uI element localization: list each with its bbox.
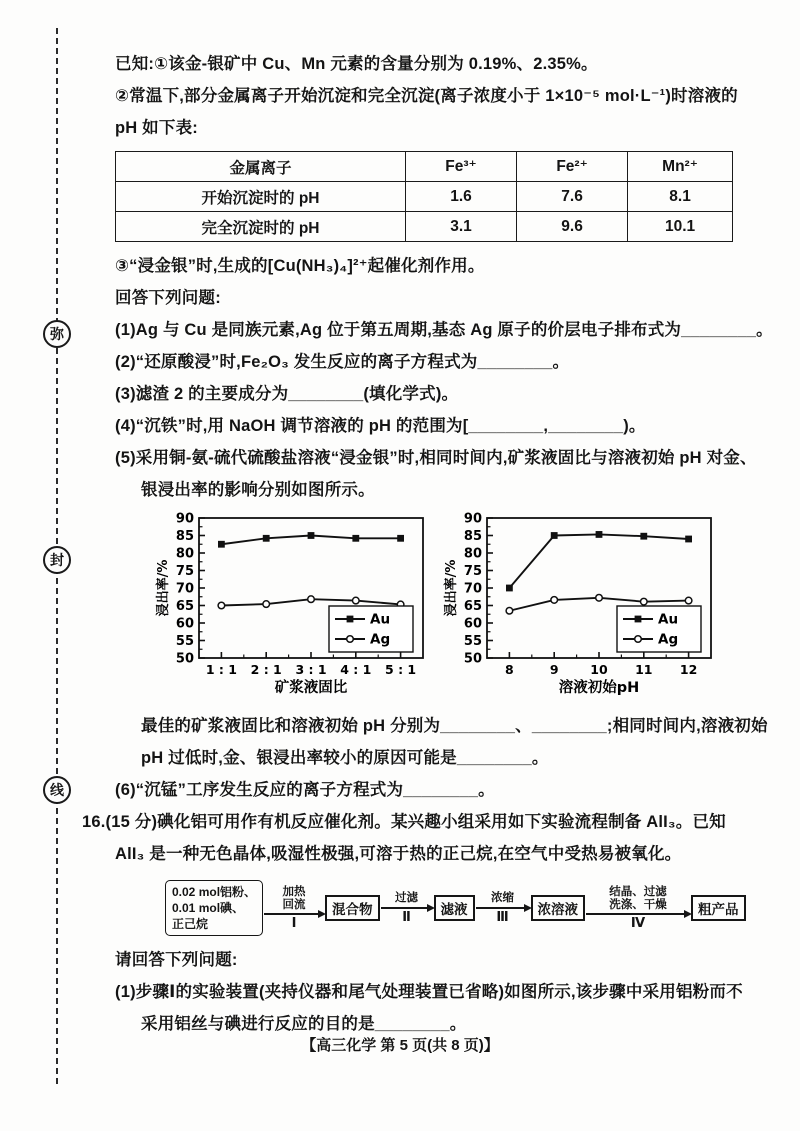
cell-value: 9.6: [517, 212, 628, 242]
svg-text:浸出率/%: 浸出率/%: [156, 559, 171, 617]
svg-text:11: 11: [635, 662, 653, 677]
question-15-4: (4)“沉铁”时,用 NaOH 调节溶液的 pH 的范围为[________,________)。: [115, 417, 646, 435]
exam-content: [82, 48, 773, 1040]
answer-prompt: 回答下列问题:: [115, 289, 221, 307]
flow-step-3: [475, 892, 531, 924]
table-row: [116, 212, 733, 242]
svg-text:1 : 1: 1 : 1: [205, 662, 237, 677]
question-15-5-line2: 银浸出率的影响分别如图所示。: [141, 481, 375, 499]
question-15-2: (2)“还原酸浸”时,Fe₂O₃ 发生反应的离子方程式为________。: [115, 353, 570, 371]
cell-value: 10.1: [628, 212, 733, 242]
col-header-fe2: Fe²⁺: [517, 152, 628, 182]
svg-text:8: 8: [505, 662, 514, 677]
seal-char-xian: 线: [43, 776, 71, 804]
svg-text:70: 70: [463, 581, 482, 597]
svg-text:Au: Au: [658, 611, 679, 628]
svg-text:12: 12: [679, 662, 698, 677]
svg-text:2 : 1: 2 : 1: [250, 662, 282, 677]
svg-text:10: 10: [590, 662, 608, 677]
flow-step-2-roman: Ⅱ: [402, 908, 411, 924]
pulp-ratio-leaching-chart: [155, 508, 433, 708]
svg-text:90: 90: [175, 511, 194, 527]
flow-arrow: [586, 913, 690, 915]
question-15-3: (3)滤渣 2 的主要成分为________(填化学式)。: [115, 385, 459, 403]
svg-text:50: 50: [463, 651, 482, 667]
svg-text:85: 85: [463, 529, 482, 544]
flow-step-2: [380, 892, 434, 924]
svg-text:90: 90: [463, 511, 482, 527]
flow-input-box: [165, 880, 263, 936]
seal-dashed-line: [50, 28, 64, 1084]
flow-step-2-label: 过滤: [395, 892, 419, 905]
flow-step-3-label: 浓缩: [491, 892, 515, 905]
svg-text:Ag: Ag: [658, 631, 679, 648]
question-16-intro-line2: AlI₃ 是一种无色晶体,吸湿性极强,可溶于热的正己烷,在空气中受热易被氧化。: [115, 845, 682, 863]
svg-text:65: 65: [463, 599, 482, 614]
question-16-1-line1: (1)步骤Ⅰ的实验装置(夹持仪器和尾气处理装置已省略)如图所示,该步骤中采用铝粉而不: [115, 983, 743, 1001]
question-15-6: (6)“沉锰”工序发生反应的离子方程式为________。: [115, 781, 495, 799]
flow-arrow: [264, 913, 324, 915]
flow-input-line: 0.02 mol铝粉、: [172, 885, 257, 899]
svg-text:3 : 1: 3 : 1: [295, 662, 327, 677]
question-16-1-line2: 采用铝丝与碘进行反应的目的是________。: [141, 1015, 467, 1033]
svg-text:85: 85: [175, 529, 194, 544]
seal-char-mi: 弥: [43, 320, 71, 348]
svg-text:5 : 1: 5 : 1: [385, 662, 417, 677]
flow-step-4-roman: Ⅳ: [630, 915, 646, 930]
precipitation-ph-table: [115, 151, 733, 242]
known-item-1: 已知:①该金-银矿中 Cu、Mn 元素的含量分别为 0.19%、2.35%。: [115, 55, 598, 73]
svg-text:60: 60: [463, 616, 482, 632]
table-header-row: [116, 152, 733, 182]
svg-text:80: 80: [463, 546, 482, 562]
flow-input-line: 正己烷: [172, 917, 209, 931]
flow-step-3-roman: Ⅲ: [496, 908, 509, 924]
question-16-prompt: 请回答下列问题:: [115, 951, 238, 969]
flow-arrow: [476, 907, 530, 909]
known-item-2-line2: pH 如下表:: [115, 119, 198, 137]
row-label: 开始沉淀时的 pH: [116, 182, 406, 212]
question-15-5-cont-line1: 最佳的矿浆液固比和溶液初始 pH 分别为________、________;相同时间内,溶液初始: [141, 717, 768, 735]
flow-step-1-label: 加热 回流: [282, 886, 306, 911]
flow-step-4: [585, 886, 691, 930]
initial-ph-leaching-chart: [443, 508, 721, 708]
flow-box-concentrated-solution: 浓溶液: [531, 895, 586, 921]
svg-text:50: 50: [175, 651, 194, 667]
page-footer: 【高三化学 第 5 页(共 8 页)】: [301, 1037, 499, 1054]
col-header-fe3: Fe³⁺: [406, 152, 517, 182]
svg-text:溶液初始pH: 溶液初始pH: [558, 680, 640, 696]
col-header-mn2: Mn²⁺: [628, 152, 733, 182]
question-15-5-cont-line2: pH 过低时,金、银浸出率较小的原因可能是________。: [141, 749, 549, 767]
table-row: [116, 182, 733, 212]
svg-text:Au: Au: [370, 611, 391, 628]
svg-text:矿浆液固比: 矿浆液固比: [274, 680, 348, 696]
preparation-flow-diagram: [165, 876, 743, 940]
svg-text:Ag: Ag: [370, 631, 391, 648]
cell-value: 1.6: [406, 182, 517, 212]
svg-text:60: 60: [175, 616, 194, 632]
svg-text:4 : 1: 4 : 1: [340, 662, 372, 677]
flow-box-mixture: 混合物: [325, 895, 380, 921]
question-15-1: (1)Ag 与 Cu 是同族元素,Ag 位于第五周期,基态 Ag 原子的价层电子排布式为________。: [115, 321, 773, 339]
cell-value: 3.1: [406, 212, 517, 242]
svg-text:75: 75: [175, 564, 194, 579]
flow-box-crude-product: 粗产品: [691, 895, 746, 921]
svg-text:75: 75: [463, 564, 482, 579]
cell-value: 8.1: [628, 182, 733, 212]
known-item-3: ③“浸金银”时,生成的[Cu(NH₃)₄]²⁺起催化剂作用。: [115, 257, 485, 275]
svg-text:55: 55: [463, 634, 482, 649]
flow-input-line: 0.01 mol碘、: [172, 901, 245, 915]
row-label: 完全沉淀时的 pH: [116, 212, 406, 242]
cell-value: 7.6: [517, 182, 628, 212]
svg-text:65: 65: [175, 599, 194, 614]
seal-char-feng: 封: [43, 546, 71, 574]
svg-text:70: 70: [175, 581, 194, 597]
flow-box-filtrate: 滤液: [434, 895, 475, 921]
flow-arrow: [381, 907, 433, 909]
question-16-intro-line1: 16.(15 分)碘化铝可用作有机反应催化剂。某兴趣小组采用如下实验流程制备 AlI₃。已知: [82, 813, 726, 831]
svg-text:55: 55: [175, 634, 194, 649]
known-item-2-line1: ②常温下,部分金属离子开始沉淀和完全沉淀(离子浓度小于 1×10⁻⁵ mol·L⁻¹)时溶液的: [115, 87, 738, 105]
svg-text:9: 9: [549, 662, 559, 677]
svg-text:80: 80: [175, 546, 194, 562]
col-header-metal-ion: 金属离子: [116, 152, 406, 182]
flow-step-1: [263, 886, 325, 930]
question-15-5-line1: (5)采用铜-氨-硫代硫酸盐溶液“浸金银”时,相同时间内,矿浆液固比与溶液初始 pH 对金、: [115, 449, 757, 467]
svg-text:浸出率/%: 浸出率/%: [444, 559, 459, 617]
flow-step-1-roman: Ⅰ: [291, 915, 297, 930]
flow-step-4-label: 结晶、过滤 洗涤、干燥: [609, 886, 667, 911]
leaching-charts-row: [155, 508, 743, 708]
